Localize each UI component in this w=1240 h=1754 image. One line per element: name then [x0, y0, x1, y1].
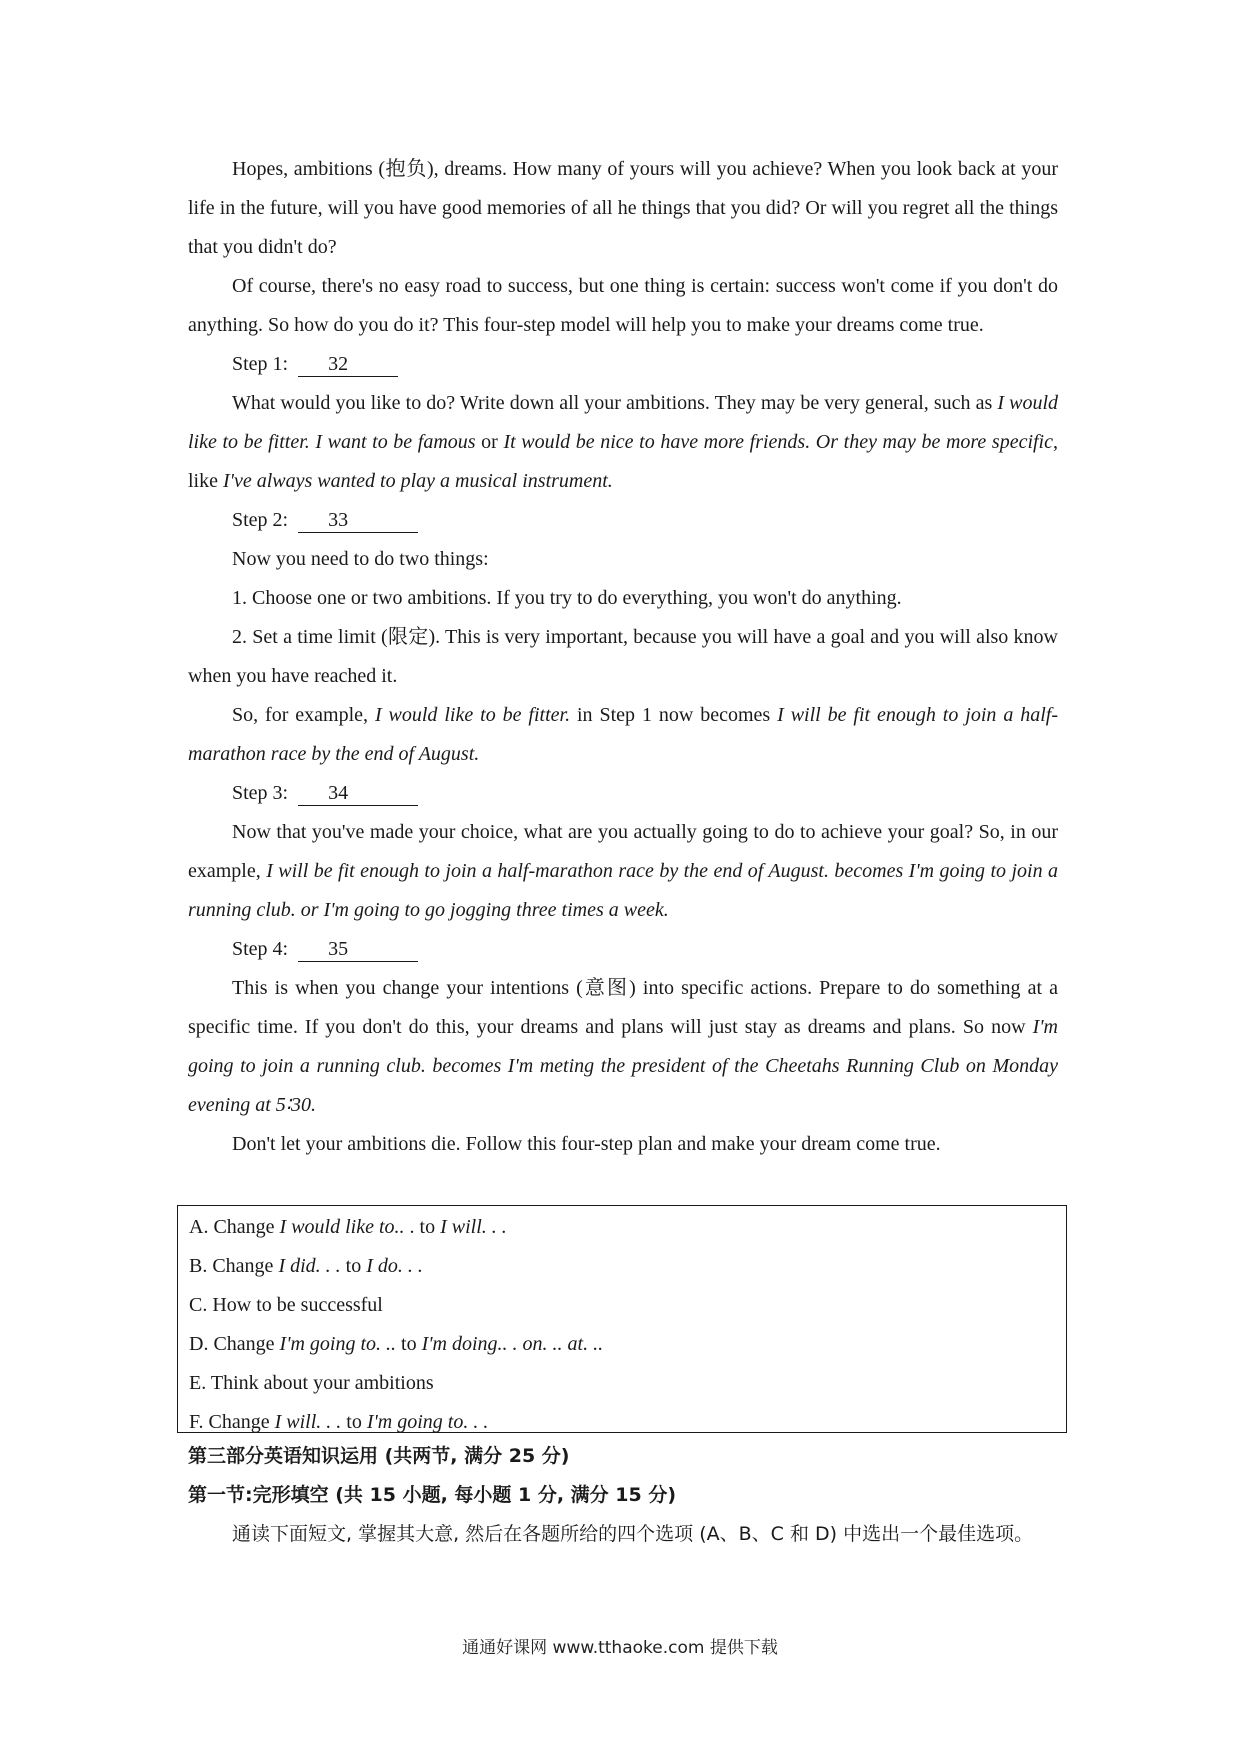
option-e: E. Think about your ambitions [189, 1372, 434, 1394]
option-c: C. How to be successful [189, 1294, 383, 1316]
paragraph-intro: Hopes, ambitions (抱负), dreams. How many of yours will you achieve? When you look back at your life in the future, will you have good memories of all he things that you did? Or will you regret all the things that you didn't do? [188, 158, 1058, 258]
step-3-text: Now that you've made your choice, what are you actually going to do to achieve your goal? So, in our example, I will be fit enough to join a half-marathon race by the end of August. becomes I'm going to join a running club. or I'm going to go jogging three times a week. [188, 821, 1059, 921]
option-a: A. Change I would like to.. . to I will. . . [189, 1216, 507, 1238]
step-1-text: What would you like to do? Write down all your ambitions. They may be very general, such as I would like to be fitter. I want to be famous or It would be nice to have more friends. Or they may be more specific, like I've always wanted to play a musical instrument. [188, 392, 1059, 492]
step-1-heading: Step 1: 32 [188, 345, 1058, 384]
section-headings [188, 1437, 1068, 1554]
step-4-text: This is when you change your intentions (意图) into specific actions. Prepare to do something at a specific time. If you don't do this, your dreams and plans will just stay as dreams and plans. So now I'm going to join a running club. becomes I'm meting the president of the Cheetahs Running Club on Monday evening at 5∶30. [188, 977, 1058, 1116]
closing-paragraph: Don't let your ambitions die. Follow this four-step plan and make your dream come true. [232, 1133, 941, 1155]
step-2-example: So, for example, I would like to be fitter. in Step 1 now becomes I will be fit enough to join a half-marathon race by the end of August. [188, 704, 1059, 765]
options-box [177, 1205, 1067, 1433]
blank-32: 32 [298, 352, 398, 377]
step-2-item-2: 2. Set a time limit (限定). This is very important, because you will have a goal and you will also know when you have reached it. [188, 626, 1058, 687]
reading-passage [188, 150, 1058, 1164]
step-4-heading: Step 4: 35 [188, 930, 1058, 969]
option-b: B. Change I did. . . to I do. . . [189, 1255, 423, 1277]
step-3-heading: Step 3: 34 [188, 774, 1058, 813]
blank-33: 33 [298, 508, 418, 533]
part-3-heading: 第三部分英语知识运用 (共两节, 满分 25 分) [188, 1445, 570, 1467]
blank-34: 34 [298, 781, 418, 806]
blank-35: 35 [298, 937, 418, 962]
cloze-instructions: 通读下面短文, 掌握其大意, 然后在各题所给的四个选项 (A、B、C 和 D) 中选出一个最佳选项。 [232, 1523, 1034, 1545]
section-1-heading: 第一节:完形填空 (共 15 小题, 每小题 1 分, 满分 15 分) [188, 1484, 677, 1506]
footer-watermark: 通通好课网 www.tthaoke.com 提供下载 [462, 1638, 778, 1658]
step-2-intro: Now you need to do two things: [232, 548, 489, 570]
option-d: D. Change I'm going to. .. to I'm doing.. . on. .. at. .. [189, 1333, 604, 1355]
step-2-heading: Step 2: 33 [188, 501, 1058, 540]
step-2-item-1: 1. Choose one or two ambitions. If you try to do everything, you won't do anything. [232, 587, 902, 609]
paragraph-success: Of course, there's no easy road to success, but one thing is certain: success won't come if you don't do anything. So how do you do it? This four-step model will help you to make your dreams come true. [188, 275, 1058, 336]
option-f: F. Change I will. . . to I'm going to. . . [189, 1411, 489, 1433]
